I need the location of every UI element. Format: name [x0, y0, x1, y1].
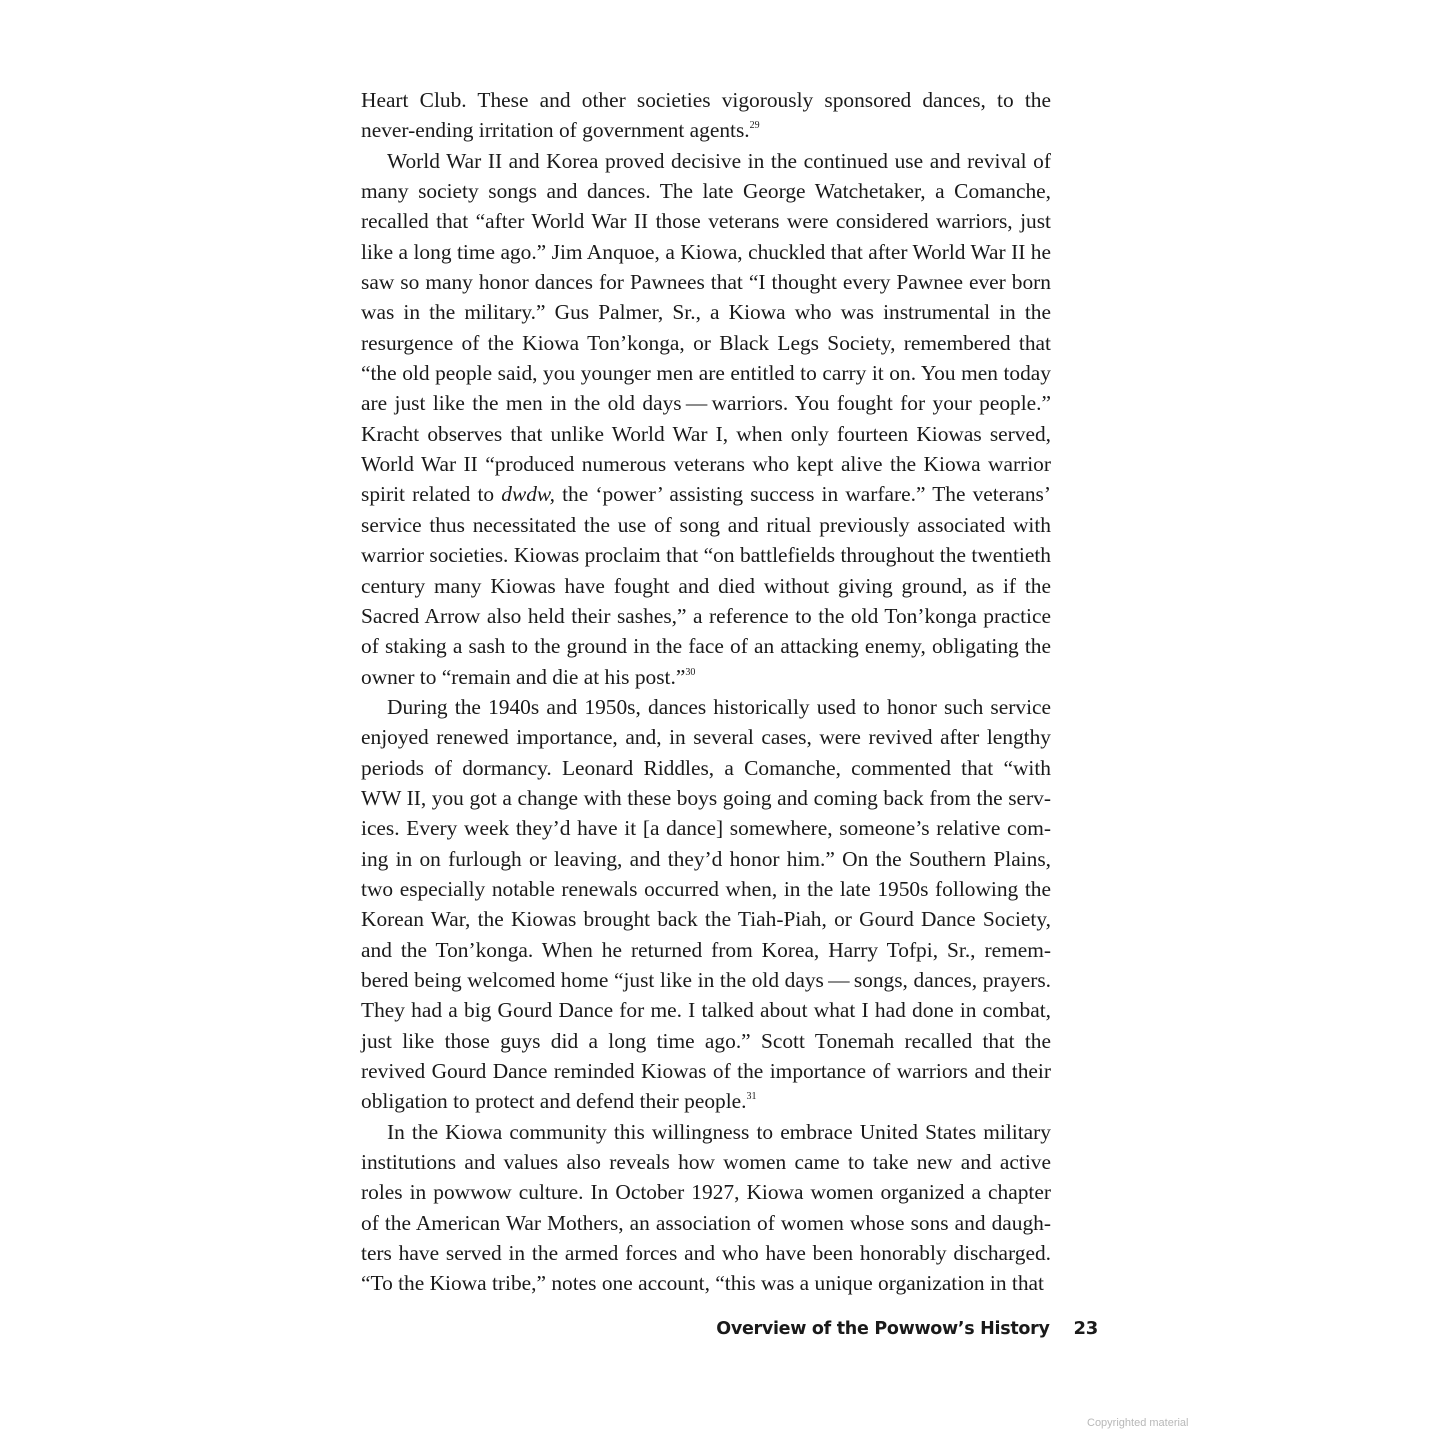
body-text	[361, 85, 1051, 1299]
paragraph-4	[361, 1117, 1051, 1299]
page-number: 23	[1073, 1318, 1098, 1339]
footnote-marker-31[interactable]: 31	[746, 1091, 757, 1103]
paragraph-3	[361, 692, 1051, 1117]
paragraph-text: During the 1940s and 1950s, dances historically used to honor such service enjoyed renewed importance, and, in several cases, were revived after lengthy periods of dormancy. Leonard Riddles, a Comanche, commented that “with WW II, you got a change with these boys going and coming back from the services. Every week they’d have it [a dance] somewhere, someone’s relative coming in on furlough or leaving, and they’d honor him.” On the Southern Plains, two especially notable renewals occurred when, in the late 1950s following the Korean War, the Kiowas brought back the Tiah-Piah, or Gourd Dance Society, and the Ton’konga. When he returned from Korea, Harry Tofpi, Sr., remembered being welcomed home “just like in the old days — songs, dances, prayers. They had a big Gourd Dance for me. I talked about what I had done in combat, just like those guys did a long time ago.” Scott Tonemah recalled that the revived Gourd Dance reminded Kiowas of the importance of warriors and their obligation to protect and defend their people.	[361, 694, 1051, 1114]
paragraph-text: World War II and Korea proved decisive in the continued use and revival of many society songs and dances. The late George Watchetaker, a Comanche, recalled that “after World War II those veterans were considered warriors, just like a long time ago.” Jim Anquoe, a Kiowa, chuckled that after World War II he saw so many honor dances for Pawnees that “I thought every Pawnee ever born was in the military.” Gus Palmer, Sr., a Kiowa who was instrumental in the resurgence of the Kiowa Ton’konga, or Black Legs Society, remembered that “the old people said, you younger men are entitled to carry it on. You men today are just like the men in the old days — warriors. You fought for your people.” Kracht observes that unlike World War I, when only fourteen Kiowas served, World War II “produced numerous veterans who kept alive the Kiowa warrior spirit related to	[361, 148, 1051, 507]
footnote-marker-29[interactable]: 29	[749, 120, 760, 132]
paragraph-text-continued: the ‘power’ assisting success in warfare.” The veterans’ service thus necessitated the use of song and ritual previously associated with warrior societies. Kiowas proclaim that “on battlefields throughout the twentieth century many Kiowas have fought and died without giving ground, as if the Sacred Arrow also held their sashes,” a reference to the old Ton’konga practice of staking a sash to the ground in the face of an attacking enemy, obligating the owner to “remain and die at his post.”	[361, 482, 1051, 689]
paragraph-text: In the Kiowa community this willingness to embrace United States military institutions and values also reveals how women came to take new and active roles in powwow culture. In October 1927, Kiowa women organized a chapter of the American War Mothers, an association of women whose sons and daughters have served in the armed forces and who have been honorably discharged. “To the Kiowa tribe,” notes one account, “this was a unique organization in that	[361, 1119, 1051, 1296]
paragraph-1	[361, 85, 1051, 146]
paragraph-text: Heart Club. These and other societies vigorously sponsored dances, to the never-ending irritation of government agents.	[361, 88, 1051, 143]
running-head: Overview of the Powwow’s History	[716, 1319, 1050, 1339]
italic-term: dwdw,	[501, 482, 555, 507]
footnote-marker-30[interactable]: 30	[685, 666, 696, 678]
paragraph-2	[361, 146, 1051, 692]
page-footer	[716, 1318, 1098, 1339]
copyright-watermark: Copyrighted material	[1087, 1417, 1189, 1429]
